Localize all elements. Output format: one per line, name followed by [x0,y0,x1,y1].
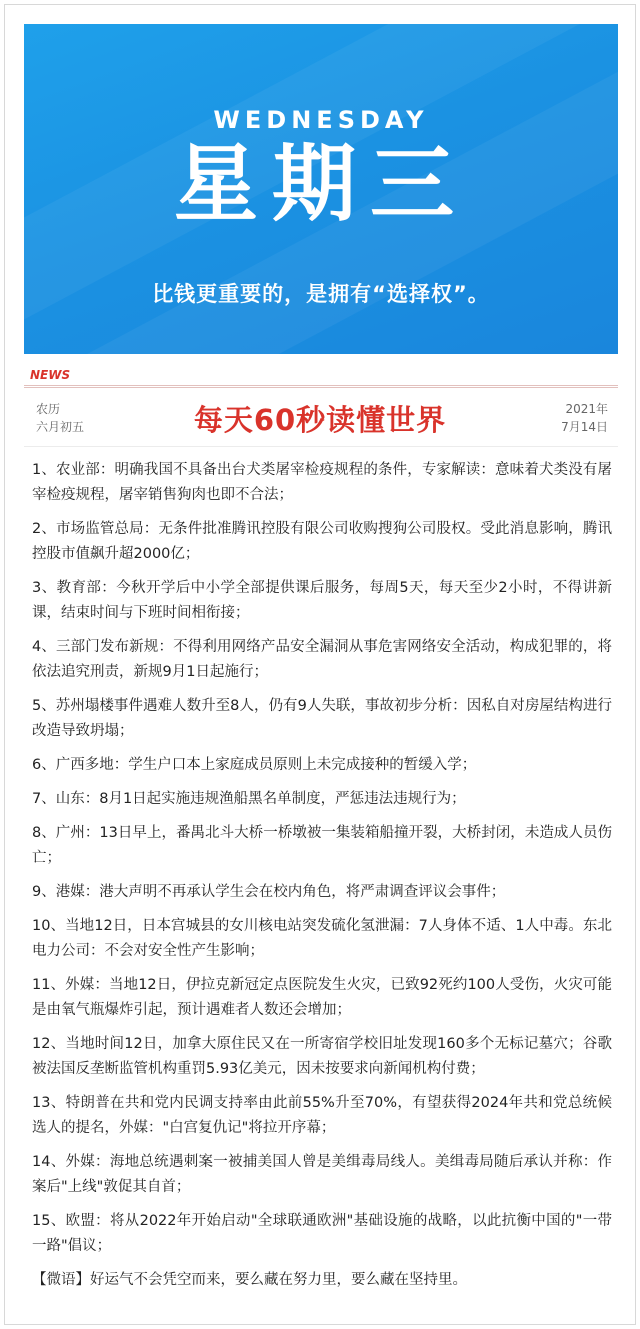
gregorian-date [561,400,608,436]
page-title: 每天60秒读懂世界 [193,403,447,437]
daily-quote: 【微语】好运气不会凭空而来，要么藏在努力里，要么藏在坚持里。 [32,1272,467,1288]
news-label: NEWS [30,368,71,382]
weekday-english: WEDNESDAY [213,106,429,134]
news-item: 11、外媒：当地12日，伊拉克新冠定点医院发生火灾，已致92死约100人受伤，火灾可能是由氧气瓶爆炸引起，预计遇难者人数还会增加； [32,977,612,1018]
news-item: 4、三部门发布新规：不得利用网络产品安全漏洞从事危害网络安全活动，构成犯罪的，将依法追究刑责，新规9月1日起施行； [32,639,612,680]
date-month-day: 7月14日 [561,420,608,434]
news-item: 2、市场监管总局：无条件批准腾讯控股有限公司收购搜狗公司股权。受此消息影响，腾讯控股市值飙升超2000亿； [32,521,612,562]
news-item: 13、特朗普在共和党内民调支持率由此前55%升至70%，有望获得2024年共和党总统候选人的提名，外媒："白宫复仇记"将拉开序幕； [32,1095,612,1136]
lunar-label: 农历 [36,402,61,416]
banner-slogan: 比钱更重要的，是拥有“选择权”。 [152,282,490,306]
divider [24,387,618,388]
weekday-chinese: 星期三 [173,135,468,233]
news-item: 9、港媒：港大声明不再承认学生会在校内角色，将严肃调查评议会事件； [32,884,506,900]
news-item: 7、山东：8月1日起实施违规渔船黑名单制度，严惩违法违规行为； [32,791,466,807]
news-item: 1、农业部：明确我国不具备出台犬类屠宰检疫规程的条件，专家解读：意味着犬类没有屠宰检疫规程，屠宰销售狗肉也即不合法； [32,462,612,503]
news-item: 15、欧盟：将从2022年开始启动"全球联通欧洲"基础设施的战略，以此抗衡中国的"一带一路"倡议； [32,1213,612,1254]
news-item: 3、教育部：今秋开学后中小学全部提供课后服务，每周5天，每天至少2小时，不得讲新课，结束时间与下班时间相衔接； [32,580,612,621]
divider [24,385,618,386]
news-item: 10、当地12日，日本宫城县的女川核电站突发硫化氢泄漏：7人身体不适、1人中毒。东北电力公司：不会对安全性产生影响； [32,918,612,959]
lunar-day: 六月初五 [36,420,85,434]
date-year: 2021年 [565,402,608,416]
news-item: 8、广州：13日早上，番禺北斗大桥一桥墩被一集装箱船撞开裂，大桥封闭，未造成人员伤亡； [32,825,612,866]
news-item: 14、外媒：海地总统遇刺案一被捕美国人曾是美缉毒局线人。美缉毒局随后承认并称：作案后"上线"敦促其自首； [32,1154,612,1195]
divider [24,446,618,447]
news-item: 5、苏州塌楼事件遇难人数升至8人，仍有9人失联，事故初步分析：因私自对房屋结构进行改造导致坍塌； [32,698,612,739]
news-list [32,458,612,1293]
news-item: 6、广西多地：学生户口本上家庭成员原则上未完成接种的暂缓入学； [32,757,477,773]
weekday-banner [24,24,618,354]
news-item: 12、当地时间12日，加拿大原住民又在一所寄宿学校旧址发现160多个无标记墓穴；谷歌被法国反垄断监管机构重罚5.93亿美元，因未按要求向新闻机构付费； [32,1036,612,1077]
